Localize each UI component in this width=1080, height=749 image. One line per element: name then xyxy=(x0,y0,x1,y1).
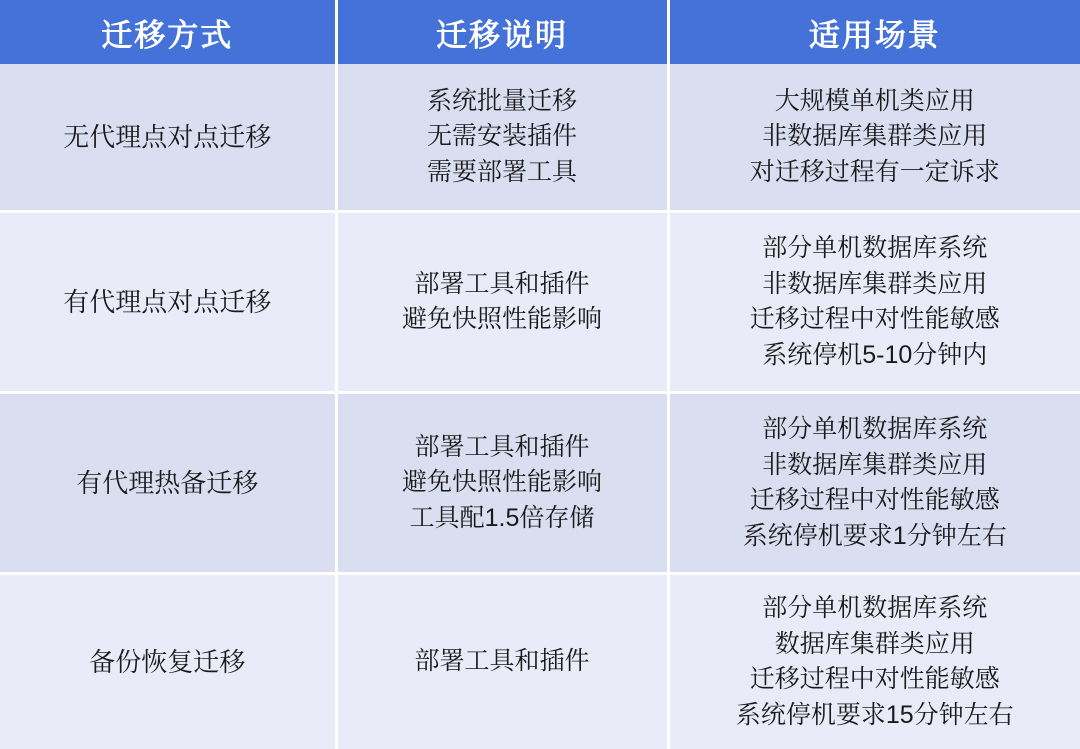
cell-description xyxy=(336,64,668,212)
cell-scenario xyxy=(668,64,1080,212)
scenario-line: 非数据库集群类应用 xyxy=(676,267,1075,303)
scenario-line: 对迁移过程有一定诉求 xyxy=(676,155,1075,191)
scenario-line: 大规模单机类应用 xyxy=(676,84,1075,120)
cell-description xyxy=(336,393,668,574)
cell-scenario xyxy=(668,574,1080,749)
scenario-line: 部分单机数据库系统 xyxy=(676,231,1075,267)
scenario-line: 非数据库集群类应用 xyxy=(676,448,1075,484)
scenario-line: 系统停机要求15分钟左右 xyxy=(676,698,1075,734)
scenario-line: 迁移过程中对性能敏感 xyxy=(676,302,1075,338)
cell-method: 无代理点对点迁移 xyxy=(0,64,336,212)
scenario-line: 部分单机数据库系统 xyxy=(676,591,1075,627)
description-line: 需要部署工具 xyxy=(344,155,661,191)
table-row xyxy=(0,393,1080,574)
scenario-line: 非数据库集群类应用 xyxy=(676,119,1075,155)
cell-method: 有代理点对点迁移 xyxy=(0,212,336,393)
cell-method: 有代理热备迁移 xyxy=(0,393,336,574)
scenario-line: 迁移过程中对性能敏感 xyxy=(676,483,1075,519)
table-row xyxy=(0,212,1080,393)
description-line: 部署工具和插件 xyxy=(344,267,661,303)
scenario-line: 数据库集群类应用 xyxy=(676,627,1075,663)
cell-description xyxy=(336,574,668,749)
scenario-line: 系统停机要求1分钟左右 xyxy=(676,519,1075,555)
column-header-method: 迁移方式 xyxy=(0,0,336,64)
description-line: 避免快照性能影响 xyxy=(344,465,661,501)
description-line: 部署工具和插件 xyxy=(344,430,661,466)
table-row xyxy=(0,64,1080,212)
cell-method: 备份恢复迁移 xyxy=(0,574,336,749)
description-line: 工具配1.5倍存储 xyxy=(344,501,661,537)
column-header-scenario: 适用场景 xyxy=(668,0,1080,64)
table-body xyxy=(0,64,1080,749)
scenario-line: 部分单机数据库系统 xyxy=(676,412,1075,448)
table-header xyxy=(0,0,1080,64)
description-line: 无需安装插件 xyxy=(344,119,661,155)
scenario-line: 迁移过程中对性能敏感 xyxy=(676,662,1075,698)
cell-scenario xyxy=(668,393,1080,574)
description-line: 系统批量迁移 xyxy=(344,84,661,120)
cell-scenario xyxy=(668,212,1080,393)
cell-description xyxy=(336,212,668,393)
table-header-row xyxy=(0,0,1080,64)
column-header-description: 迁移说明 xyxy=(336,0,668,64)
table-row xyxy=(0,574,1080,749)
description-line: 部署工具和插件 xyxy=(344,644,661,680)
description-line: 避免快照性能影响 xyxy=(344,302,661,338)
scenario-line: 系统停机5-10分钟内 xyxy=(676,338,1075,374)
